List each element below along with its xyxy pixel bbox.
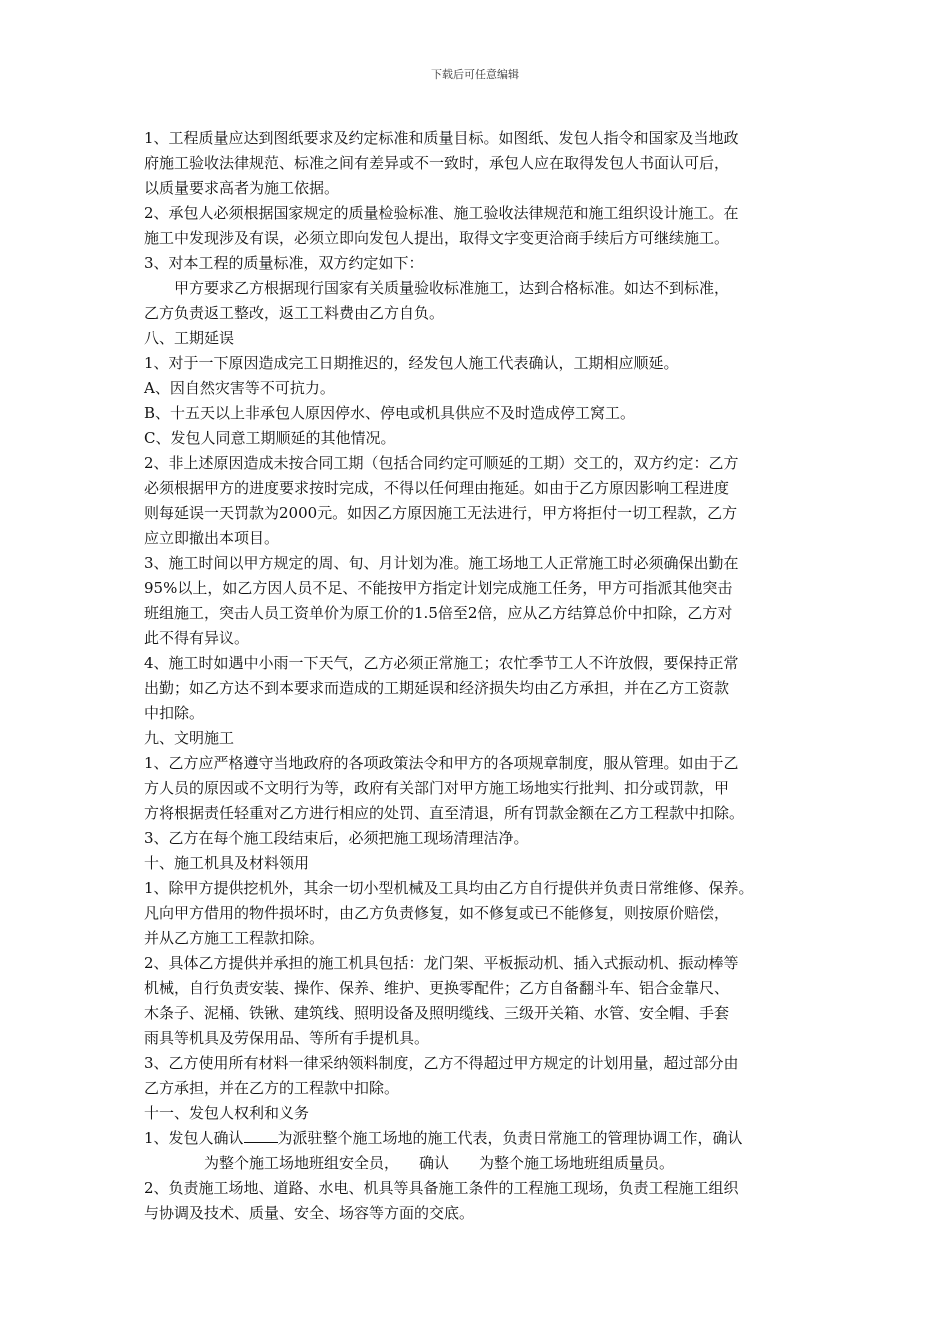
clause-part: 确认	[419, 1154, 450, 1172]
text-line: 雨具等机具及劳保用品、等所有手提机具。	[144, 1029, 430, 1047]
text-line: B、十五天以上非承包人原因停水、停电或机具供应不及时造成停工窝工。	[144, 404, 636, 422]
text-line: 1、除甲方提供挖机外，其余一切小型机械及工具均由乙方自行提供并负责日常维修、保养。	[144, 879, 754, 897]
clause-line-with-blank	[144, 1126, 824, 1151]
text-line: 以质量要求高者为施工依据。	[144, 179, 340, 197]
text-line: 乙方负责返工整改，返工工料费由乙方自负。	[144, 304, 445, 322]
text-line: 应立即撤出本项目。	[144, 529, 280, 547]
text-line: 3、施工时间以甲方规定的周、旬、月计划为准。施工场地工人正常施工时必须确保出勤在	[144, 554, 739, 572]
section-heading: 十、施工机具及材料领用	[144, 854, 310, 872]
text-line: 出勤；如乙方达不到本要求而造成的工期延误和经济损失均由乙方承担，并在乙方工资款	[144, 679, 730, 697]
document-body	[144, 126, 824, 1226]
text-line: 乙方承担，并在乙方的工程款中扣除。	[144, 1079, 400, 1097]
clause-middle: 为派驻整个施工场地的施工代表，负责日常施工的管理协调工作，确认	[277, 1129, 743, 1147]
text-line: C、发包人同意工期顺延的其他情况。	[144, 429, 396, 447]
text-line: 2、非上述原因造成未按合同工期（包括合同约定可顺延的工期）交工的，双方约定：乙方	[144, 454, 739, 472]
section-heading: 十一、发包人权利和义务	[144, 1104, 310, 1122]
text-line: 2、负责施工场地、道路、水电、机具等具备施工条件的工程施工现场，负责工程施工组织	[144, 1179, 739, 1197]
text-line: 凡向甲方借用的物件损坏时，由乙方负责修复，如不修复或已不能修复，则按原价赔偿，	[144, 904, 730, 922]
text-line: 木条子、泥桶、铁锹、建筑线、照明设备及照明缆线、三级开关箱、水管、安全帽、手套	[144, 1004, 730, 1022]
section-heading: 九、文明施工	[144, 729, 235, 747]
text-line: 3、对本工程的质量标准，双方约定如下：	[144, 254, 424, 272]
page-header: 下载后可任意编辑	[431, 68, 519, 81]
text-line: 方人员的原因或不文明行为等，政府有关部门对甲方施工场地实行批判、扣分或罚款，甲	[144, 779, 730, 797]
text-line: 3、乙方在每个施工段结束后，必须把施工现场清理洁净。	[144, 829, 529, 847]
clause-part: 为整个施工场地班组质量员。	[479, 1154, 675, 1172]
text-line: 3、乙方使用所有材料一律采纳领料制度，乙方不得超过甲方规定的计划用量，超过部分由	[144, 1054, 739, 1072]
text-line: 1、工程质量应达到图纸要求及约定标准和质量目标。如图纸、发包人指令和国家及当地政	[144, 129, 739, 147]
blank-underline	[244, 1127, 278, 1143]
text-line: 并从乙方施工工程款扣除。	[144, 929, 325, 947]
text-line: 班组施工，突击人员工资单价为原工价的1.5倍至2倍，应从乙方结算总价中扣除，乙方对	[144, 604, 733, 622]
text-line: 必须根据甲方的进度要求按时完成，不得以任何理由拖延。如由于乙方原因影响工程进度	[144, 479, 730, 497]
text-line: 施工中发现涉及有误，必须立即向发包人提出，取得文字变更洽商手续后方可继续施工。	[144, 229, 730, 247]
text-line: 4、施工时如遇中小雨一下天气，乙方必须正常施工；农忙季节工人不许放假，要保持正常	[144, 654, 739, 672]
text-line: 此不得有异议。	[144, 629, 250, 647]
clause-part: 为整个施工场地班组安全员，	[204, 1154, 400, 1172]
text-line: 与协调及技术、质量、安全、场容等方面的交底。	[144, 1204, 475, 1222]
text-line: 则每延误一天罚款为2000元。如因乙方原因施工无法进行，甲方将拒付一切工程款，乙方	[144, 504, 738, 522]
text-line: 1、对于一下原因造成完工日期推迟的，经发包人施工代表确认，工期相应顺延。	[144, 354, 679, 372]
text-line: 1、乙方应严格遵守当地政府的各项政策法令和甲方的各项规章制度，服从管理。如由于乙	[144, 754, 739, 772]
text-line: 2、承包人必须根据国家规定的质量检验标准、施工验收法律规范和施工组织设计施工。在	[144, 204, 739, 222]
section-heading: 八、工期延误	[144, 329, 235, 347]
text-line: 甲方要求乙方根据现行国家有关质量验收标准施工，达到合格标准。如达不到标准，	[174, 279, 730, 297]
text-line: 中扣除。	[144, 704, 205, 722]
clause-line-with-gaps	[144, 1151, 824, 1176]
text-line: 方将根据责任轻重对乙方进行相应的处罚、直至清退，所有罚款金额在乙方工程款中扣除。	[144, 804, 745, 822]
text-line: 95%以上，如乙方因人员不足、不能按甲方指定计划完成施工任务，甲方可指派其他突击	[144, 579, 733, 597]
text-line: A、因自然灾害等不可抗力。	[144, 379, 335, 397]
clause-prefix: 1、发包人确认	[144, 1129, 244, 1147]
text-line: 机械，自行负责安装、操作、保养、维护、更换零配件；乙方自备翻斗车、铝合金靠尺、	[144, 979, 730, 997]
text-line: 2、具体乙方提供并承担的施工机具包括：龙门架、平板振动机、插入式振动机、振动棒等	[144, 954, 739, 972]
text-line: 府施工验收法律规范、标准之间有差异或不一致时，承包人应在取得发包人书面认可后，	[144, 154, 730, 172]
